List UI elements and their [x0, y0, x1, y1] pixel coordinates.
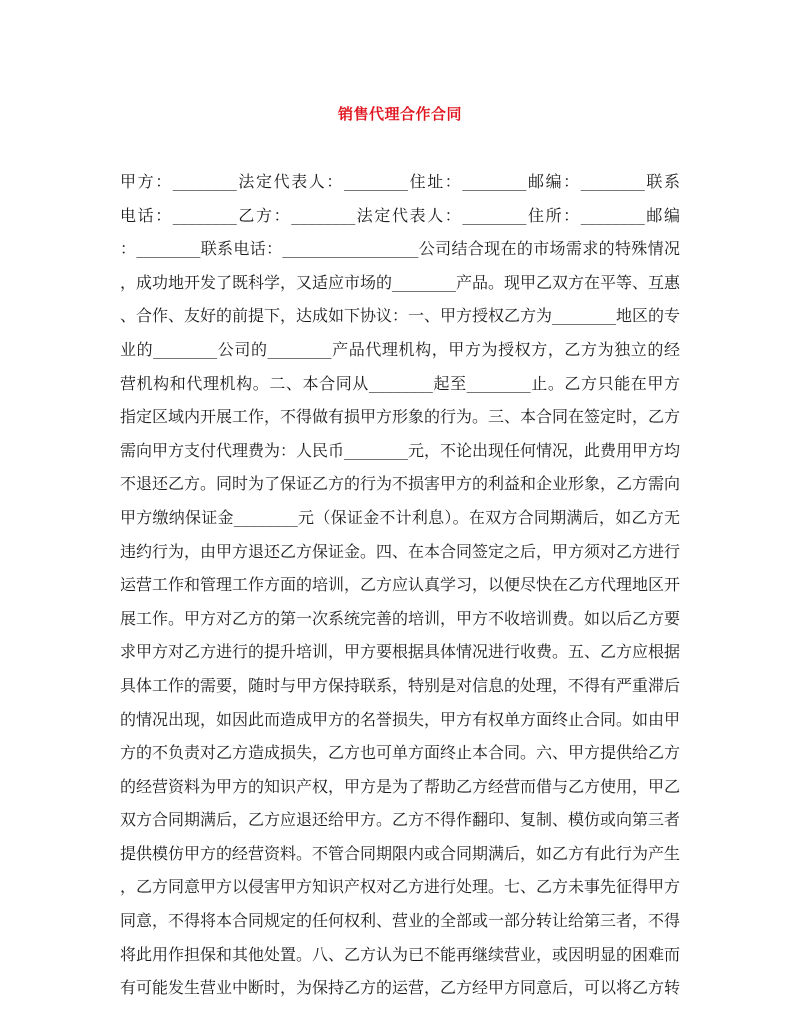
- document-line: ，成功地开发了既科学，又适应市场的________产品。现甲乙双方在平等、互惠: [120, 272, 680, 292]
- document-line: 将此用作担保和其他处置。八、乙方认为已不能再继续营业，或因明显的困难而: [120, 944, 680, 964]
- document-line: 展工作。甲方对乙方的第一次系统完善的培训，甲方不收培训费。如以后乙方要: [120, 608, 680, 628]
- document-line: ：________联系电话：_________________公司结合现在的市场需求的特殊情况: [120, 239, 680, 259]
- document-line: 的情况出现，如因此而造成甲方的名誉损失，甲方有权单方面终止合同。如由甲: [120, 709, 680, 729]
- document-line: 方的不负责对乙方造成损失，乙方也可单方面终止本合同。六、甲方提供给乙方: [120, 743, 680, 763]
- document-line: 的经营资料为甲方的知识产权，甲方是为了帮助乙方经营而借与乙方使用，甲乙: [120, 776, 680, 796]
- document-line: 有可能发生营业中断时，为保持乙方的运营，乙方经甲方同意后，可以将乙方转: [120, 978, 680, 998]
- document-line: 不退还乙方。同时为了保证乙方的行为不损害甲方的利益和企业形象，乙方需向: [120, 474, 680, 494]
- document-line: 营机构和代理机构。二、本合同从________起至________止。乙方只能在甲方: [120, 373, 680, 393]
- document-line: 甲方：________法定代表人：________住址：________邮编：________联系: [120, 172, 680, 191]
- document-line: 需向甲方支付代理费为：人民币________元，不论出现任何情况，此费用甲方均: [120, 440, 680, 460]
- document-line: 求甲方对乙方进行的提升培训，甲方要根据具体情况进行收费。五、乙方应根据: [120, 642, 680, 662]
- document-title: 销售代理合作合同: [337, 105, 462, 123]
- document-line: 运营工作和管理工作方面的培训，乙方应认真学习，以便尽快在乙方代理地区开: [120, 575, 680, 595]
- document-line: 、合作、友好的前提下，达成如下协议：一、甲方授权乙方为________地区的专: [120, 306, 680, 326]
- document-line: 甲方缴纳保证金________元（保证金不计利息）。在双方合同期满后，如乙方无: [120, 507, 680, 527]
- document-line: 电话：________乙方：________法定代表人：________住所：________邮编: [120, 205, 680, 225]
- document-body: [120, 165, 680, 1005]
- document-line: ，乙方同意甲方以侵害甲方知识产权对乙方进行处理。七、乙方未事先征得甲方: [120, 877, 680, 897]
- document-line: 提供模仿甲方的经营资料。不管合同期限内或合同期满后，如乙方有此行为产生: [120, 843, 680, 863]
- document-line: 同意，不得将本合同规定的任何权利、营业的全部或一部分转让给第三者，不得: [120, 911, 680, 931]
- document-line: 具体工作的需要，随时与甲方保持联系，特别是对信息的处理，不得有严重滞后: [120, 675, 680, 695]
- document-line: 双方合同期满后，乙方应退还给甲方。乙方不得作翻印、复制、模仿或向第三者: [120, 810, 680, 830]
- document-line: 指定区域内开展工作，不得做有损甲方形象的行为。三、本合同在签定时，乙方: [120, 407, 680, 427]
- document-line: 业的________公司的________产品代理机构，甲方为授权方，乙方为独立的经: [120, 339, 680, 359]
- document-line: 违约行为，由甲方退还乙方保证金。四、在本合同签定之后，甲方须对乙方进行: [120, 541, 680, 561]
